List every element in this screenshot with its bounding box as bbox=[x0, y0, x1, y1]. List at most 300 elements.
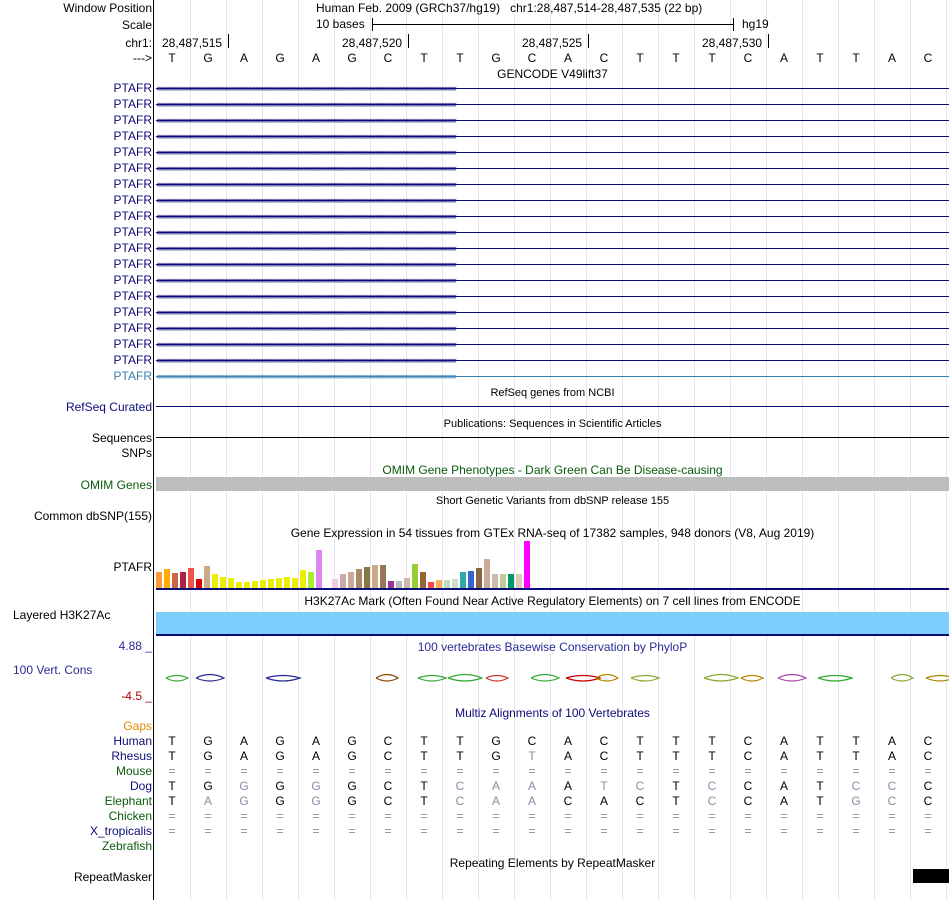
sequence-base: T bbox=[456, 51, 464, 65]
sequence-base: T bbox=[708, 51, 716, 65]
conservation-mark bbox=[266, 676, 300, 682]
gencode-transcript-label[interactable]: PTAFR bbox=[113, 225, 152, 239]
multiz-base: = bbox=[168, 764, 176, 778]
gtex-tissue-bar[interactable] bbox=[340, 574, 346, 588]
multiz-base: T bbox=[816, 779, 824, 793]
gencode-transcript-label[interactable]: PTAFR bbox=[113, 193, 152, 207]
gencode-strand-arrows: ‹‹‹‹‹‹‹‹‹‹‹‹‹‹‹‹‹‹‹‹‹‹‹‹‹‹‹‹‹‹‹‹‹‹‹‹‹‹‹‹‹‹‹‹‹‹‹‹‹‹‹‹‹‹‹‹‹‹‹‹‹‹‹‹‹‹‹‹‹‹‹‹‹‹‹‹‹‹‹‹‹‹‹‹‹‹‹‹‹‹‹‹‹‹‹‹‹‹‹‹‹‹‹‹‹‹‹‹‹‹‹‹‹‹‹‹‹‹‹‹‹‹‹‹‹‹‹‹‹‹‹‹‹‹‹‹‹‹‹‹‹‹‹‹‹‹‹‹‹‹‹‹‹‹‹‹‹‹‹‹‹‹‹‹‹‹‹‹‹‹‹‹‹‹‹‹‹‹‹‹‹‹‹‹‹‹‹‹‹‹‹‹‹‹‹‹‹‹‹‹ bbox=[156, 163, 456, 173]
omim-bar[interactable] bbox=[156, 477, 949, 491]
gtex-tissue-bar[interactable] bbox=[300, 570, 306, 588]
multiz-base: = bbox=[852, 809, 860, 823]
multiz-base: C bbox=[923, 734, 933, 748]
multiz-base: = bbox=[600, 764, 608, 778]
conservation-wiggle[interactable] bbox=[156, 668, 949, 688]
gtex-track-label[interactable]: PTAFR bbox=[113, 560, 152, 574]
omim-track-label[interactable]: OMIM Genes bbox=[80, 478, 152, 492]
repeatmasker-track-title: Repeating Elements by RepeatMasker bbox=[449, 856, 656, 870]
sequence-base: T bbox=[672, 51, 680, 65]
gaps-label: Gaps bbox=[123, 719, 152, 733]
dbsnp-track-title: Short Genetic Variants from dbSNP release 155 bbox=[435, 495, 670, 507]
multiz-base: = bbox=[528, 809, 536, 823]
multiz-base: = bbox=[348, 764, 356, 778]
multiz-base: = bbox=[204, 764, 212, 778]
gencode-transcript-label[interactable]: PTAFR bbox=[113, 177, 152, 191]
multiz-base: T bbox=[168, 734, 176, 748]
gtex-tissue-bar[interactable] bbox=[420, 572, 426, 588]
h3k27ac-track-title: H3K27Ac Mark (Often Found Near Active Regulatory Elements) on 7 cell lines from ENCODE bbox=[304, 594, 801, 608]
coord-1: 28,487,515 bbox=[162, 36, 223, 50]
gencode-transcript-label[interactable]: PTAFR bbox=[113, 321, 152, 335]
gencode-strand-arrows: ‹‹‹‹‹‹‹‹‹‹‹‹‹‹‹‹‹‹‹‹‹‹‹‹‹‹‹‹‹‹‹‹‹‹‹‹‹‹‹‹‹‹‹‹‹‹‹‹‹‹‹‹‹‹‹‹‹‹‹‹‹‹‹‹‹‹‹‹‹‹‹‹‹‹‹‹‹‹‹‹‹‹‹‹‹‹‹‹‹‹‹‹‹‹‹‹‹‹‹‹‹‹‹‹‹‹‹‹‹‹‹‹‹‹‹‹‹‹‹‹‹‹‹‹‹‹‹‹‹‹‹‹‹‹‹‹‹‹‹‹‹‹‹‹‹‹‹‹‹‹‹‹‹‹‹‹‹‹‹‹‹‹‹‹‹‹‹‹‹‹‹‹‹‹‹‹‹‹‹‹‹‹‹‹‹‹‹‹‹‹‹‹‹‹‹‹‹‹‹‹ bbox=[156, 195, 456, 205]
sequence-base: T bbox=[168, 51, 176, 65]
gencode-transcript-label[interactable]: PTAFR bbox=[113, 161, 152, 175]
window-position-label: Window Position bbox=[63, 1, 152, 15]
multiz-base: T bbox=[420, 794, 428, 808]
multiz-base: G bbox=[347, 794, 357, 808]
conservation-min-label: -4.5 _ bbox=[121, 689, 152, 703]
multiz-base: G bbox=[491, 734, 501, 748]
sequence-base: C bbox=[743, 51, 753, 65]
multiz-base: = bbox=[240, 764, 248, 778]
gencode-transcript-label[interactable]: PTAFR bbox=[113, 129, 152, 143]
gencode-strand-arrows: ‹‹‹‹‹‹‹‹‹‹‹‹‹‹‹‹‹‹‹‹‹‹‹‹‹‹‹‹‹‹‹‹‹‹‹‹‹‹‹‹‹‹‹‹‹‹‹‹‹‹‹‹‹‹‹‹‹‹‹‹‹‹‹‹‹‹‹‹‹‹‹‹‹‹‹‹‹‹‹‹‹‹‹‹‹‹‹‹‹‹‹‹‹‹‹‹‹‹‹‹‹‹‹‹‹‹‹‹‹‹‹‹‹‹‹‹‹‹‹‹‹‹‹‹‹‹‹‹‹‹‹‹‹‹‹‹‹‹‹‹‹‹‹‹‹‹‹‹‹‹‹‹‹‹‹‹‹‹‹‹‹‹‹‹‹‹‹‹‹‹‹‹‹‹‹‹‹‹‹‹‹‹‹‹‹‹‹‹‹‹‹‹‹‹‹‹‹‹‹‹ bbox=[156, 355, 456, 365]
gtex-tissue-bar[interactable] bbox=[412, 564, 418, 588]
multiz-base: = bbox=[600, 824, 608, 838]
multiz-base: = bbox=[528, 764, 536, 778]
multiz-base: T bbox=[420, 734, 428, 748]
multiz-base: T bbox=[708, 749, 716, 763]
gtex-tissue-bar[interactable] bbox=[164, 569, 170, 588]
multiz-base: A bbox=[563, 734, 572, 748]
multiz-species-label[interactable]: Chicken bbox=[108, 809, 152, 823]
multiz-base: G bbox=[239, 779, 249, 793]
multiz-base: = bbox=[168, 809, 176, 823]
multiz-base: C bbox=[923, 779, 933, 793]
gencode-strand-arrows: ‹‹‹‹‹‹‹‹‹‹‹‹‹‹‹‹‹‹‹‹‹‹‹‹‹‹‹‹‹‹‹‹‹‹‹‹‹‹‹‹‹‹‹‹‹‹‹‹‹‹‹‹‹‹‹‹‹‹‹‹‹‹‹‹‹‹‹‹‹‹‹‹‹‹‹‹‹‹‹‹‹‹‹‹‹‹‹‹‹‹‹‹‹‹‹‹‹‹‹‹‹‹‹‹‹‹‹‹‹‹‹‹‹‹‹‹‹‹‹‹‹‹‹‹‹‹‹‹‹‹‹‹‹‹‹‹‹‹‹‹‹‹‹‹‹‹‹‹‹‹‹‹‹‹‹‹‹‹‹‹‹‹‹‹‹‹‹‹‹‹‹‹‹‹‹‹‹‹‹‹‹‹‹‹‹‹‹‹‹‹‹‹‹‹‹‹‹‹‹‹ bbox=[156, 227, 456, 237]
multiz-base: = bbox=[240, 824, 248, 838]
gtex-tissue-bar[interactable] bbox=[308, 572, 314, 588]
conservation-mark bbox=[741, 676, 763, 682]
multiz-species-label[interactable]: Rhesus bbox=[111, 749, 152, 763]
multiz-base: = bbox=[564, 764, 572, 778]
multiz-base: = bbox=[780, 809, 788, 823]
multiz-base: T bbox=[168, 794, 176, 808]
multiz-base: T bbox=[456, 734, 464, 748]
coord-tick-4 bbox=[768, 34, 769, 48]
multiz-base: = bbox=[816, 809, 824, 823]
gtex-tissue-bar[interactable] bbox=[252, 581, 258, 588]
snps-label[interactable]: SNPs bbox=[121, 446, 152, 460]
multiz-base: C bbox=[599, 734, 609, 748]
multiz-base: = bbox=[384, 764, 392, 778]
multiz-base: = bbox=[888, 824, 896, 838]
multiz-base: C bbox=[743, 779, 753, 793]
multiz-base: = bbox=[636, 764, 644, 778]
sequence-base: T bbox=[852, 51, 860, 65]
multiz-base: A bbox=[239, 734, 248, 748]
h3k27ac-baseline bbox=[156, 634, 949, 636]
gtex-tissue-bar[interactable] bbox=[196, 579, 202, 588]
gtex-tissue-bar[interactable] bbox=[188, 568, 194, 588]
gtex-tissue-bar[interactable] bbox=[492, 574, 498, 588]
publications-track-title: Publications: Sequences in Scientific Articles bbox=[443, 418, 662, 430]
gencode-strand-arrows: ‹‹‹‹‹‹‹‹‹‹‹‹‹‹‹‹‹‹‹‹‹‹‹‹‹‹‹‹‹‹‹‹‹‹‹‹‹‹‹‹‹‹‹‹‹‹‹‹‹‹‹‹‹‹‹‹‹‹‹‹‹‹‹‹‹‹‹‹‹‹‹‹‹‹‹‹‹‹‹‹‹‹‹‹‹‹‹‹‹‹‹‹‹‹‹‹‹‹‹‹‹‹‹‹‹‹‹‹‹‹‹‹‹‹‹‹‹‹‹‹‹‹‹‹‹‹‹‹‹‹‹‹‹‹‹‹‹‹‹‹‹‹‹‹‹‹‹‹‹‹‹‹‹‹‹‹‹‹‹‹‹‹‹‹‹‹‹‹‹‹‹‹‹‹‹‹‹‹‹‹‹‹‹‹‹‹‹‹‹‹‹‹‹‹‹‹‹‹‹‹ bbox=[156, 99, 456, 109]
gtex-tissue-bar[interactable] bbox=[524, 541, 530, 588]
multiz-base: = bbox=[780, 824, 788, 838]
gencode-strand-arrows: ‹‹‹‹‹‹‹‹‹‹‹‹‹‹‹‹‹‹‹‹‹‹‹‹‹‹‹‹‹‹‹‹‹‹‹‹‹‹‹‹‹‹‹‹‹‹‹‹‹‹‹‹‹‹‹‹‹‹‹‹‹‹‹‹‹‹‹‹‹‹‹‹‹‹‹‹‹‹‹‹‹‹‹‹‹‹‹‹‹‹‹‹‹‹‹‹‹‹‹‹‹‹‹‹‹‹‹‹‹‹‹‹‹‹‹‹‹‹‹‹‹‹‹‹‹‹‹‹‹‹‹‹‹‹‹‹‹‹‹‹‹‹‹‹‹‹‹‹‹‹‹‹‹‹‹‹‹‹‹‹‹‹‹‹‹‹‹‹‹‹‹‹‹‹‹‹‹‹‹‹‹‹‹‹‹‹‹‹‹‹‹‹‹‹‹‹‹‹‹‹ bbox=[156, 339, 456, 349]
multiz-base: A bbox=[599, 794, 608, 808]
gtex-tissue-bar[interactable] bbox=[396, 581, 402, 588]
gtex-tissue-bar[interactable] bbox=[460, 572, 466, 588]
multiz-base: = bbox=[924, 824, 932, 838]
strand-arrow-label: ---> bbox=[133, 51, 152, 65]
gtex-tissue-bar[interactable] bbox=[172, 573, 178, 588]
multiz-base: = bbox=[240, 809, 248, 823]
multiz-base: C bbox=[923, 749, 933, 763]
multiz-base: T bbox=[672, 734, 680, 748]
gtex-tissue-bar[interactable] bbox=[292, 578, 298, 588]
multiz-base: T bbox=[636, 749, 644, 763]
multiz-base: = bbox=[312, 764, 320, 778]
multiz-base: T bbox=[852, 734, 860, 748]
multiz-base: = bbox=[852, 824, 860, 838]
multiz-base: = bbox=[708, 824, 716, 838]
gencode-transcript-label[interactable]: PTAFR bbox=[113, 113, 152, 127]
multiz-base: = bbox=[420, 809, 428, 823]
multiz-base: A bbox=[527, 794, 536, 808]
multiz-base: A bbox=[311, 734, 320, 748]
multiz-base: G bbox=[275, 794, 285, 808]
coord-tick-1 bbox=[228, 34, 229, 48]
sequence-base: G bbox=[275, 51, 285, 65]
multiz-species-label[interactable]: Zebrafish bbox=[101, 839, 152, 853]
multiz-base: C bbox=[383, 749, 393, 763]
multiz-base: C bbox=[635, 794, 645, 808]
multiz-base: C bbox=[887, 779, 897, 793]
sequence-base: T bbox=[420, 51, 428, 65]
multiz-base: A bbox=[491, 794, 500, 808]
conservation-mark bbox=[448, 675, 482, 682]
multiz-base: T bbox=[672, 794, 680, 808]
gtex-tissue-bar[interactable] bbox=[316, 550, 322, 588]
multiz-base: C bbox=[599, 749, 609, 763]
gencode-track-title: GENCODE V49lift37 bbox=[497, 67, 608, 81]
multiz-base: = bbox=[312, 809, 320, 823]
gencode-transcript-label[interactable]: PTAFR bbox=[113, 257, 152, 271]
conservation-mark bbox=[166, 676, 188, 682]
multiz-base: = bbox=[708, 764, 716, 778]
gtex-tissue-bar[interactable] bbox=[500, 574, 506, 588]
gtex-tissue-bar[interactable] bbox=[508, 574, 514, 588]
conservation-mark bbox=[926, 676, 949, 682]
gtex-tissue-bar[interactable] bbox=[372, 565, 378, 588]
multiz-base: T bbox=[420, 749, 428, 763]
gtex-tissue-bar[interactable] bbox=[356, 569, 362, 588]
conservation-mark bbox=[196, 675, 224, 682]
gencode-strand-arrows: ‹‹‹‹‹‹‹‹‹‹‹‹‹‹‹‹‹‹‹‹‹‹‹‹‹‹‹‹‹‹‹‹‹‹‹‹‹‹‹‹‹‹‹‹‹‹‹‹‹‹‹‹‹‹‹‹‹‹‹‹‹‹‹‹‹‹‹‹‹‹‹‹‹‹‹‹‹‹‹‹‹‹‹‹‹‹‹‹‹‹‹‹‹‹‹‹‹‹‹‹‹‹‹‹‹‹‹‹‹‹‹‹‹‹‹‹‹‹‹‹‹‹‹‹‹‹‹‹‹‹‹‹‹‹‹‹‹‹‹‹‹‹‹‹‹‹‹‹‹‹‹‹‹‹‹‹‹‹‹‹‹‹‹‹‹‹‹‹‹‹‹‹‹‹‹‹‹‹‹‹‹‹‹‹‹‹‹‹‹‹‹‹‹‹‹‹‹‹‹‹ bbox=[156, 323, 456, 333]
multiz-base: = bbox=[420, 824, 428, 838]
gtex-tissue-bar[interactable] bbox=[332, 579, 338, 588]
scale-text: 10 bases bbox=[316, 17, 365, 31]
multiz-base: = bbox=[816, 764, 824, 778]
multiz-base: = bbox=[744, 764, 752, 778]
gtex-tissue-bar[interactable] bbox=[228, 578, 234, 588]
multiz-base: = bbox=[204, 809, 212, 823]
gencode-strand-arrows: ‹‹‹‹‹‹‹‹‹‹‹‹‹‹‹‹‹‹‹‹‹‹‹‹‹‹‹‹‹‹‹‹‹‹‹‹‹‹‹‹‹‹‹‹‹‹‹‹‹‹‹‹‹‹‹‹‹‹‹‹‹‹‹‹‹‹‹‹‹‹‹‹‹‹‹‹‹‹‹‹‹‹‹‹‹‹‹‹‹‹‹‹‹‹‹‹‹‹‹‹‹‹‹‹‹‹‹‹‹‹‹‹‹‹‹‹‹‹‹‹‹‹‹‹‹‹‹‹‹‹‹‹‹‹‹‹‹‹‹‹‹‹‹‹‹‹‹‹‹‹‹‹‹‹‹‹‹‹‹‹‹‹‹‹‹‹‹‹‹‹‹‹‹‹‹‹‹‹‹‹‹‹‹‹‹‹‹‹‹‹‹‹‹‹‹‹‹‹‹‹ bbox=[156, 275, 456, 285]
multiz-base: = bbox=[384, 809, 392, 823]
gtex-tissue-bar[interactable] bbox=[468, 571, 474, 588]
multiz-base: = bbox=[348, 809, 356, 823]
multiz-base: G bbox=[491, 749, 501, 763]
gencode-transcript-label[interactable]: PTAFR bbox=[113, 97, 152, 111]
scale-bar-left-tick bbox=[372, 18, 373, 31]
multiz-base: = bbox=[420, 764, 428, 778]
multiz-base: T bbox=[168, 779, 176, 793]
conservation-mark bbox=[566, 676, 600, 682]
gtex-tissue-bar[interactable] bbox=[516, 574, 522, 588]
gtex-tissue-bar[interactable] bbox=[484, 559, 490, 588]
multiz-base: C bbox=[923, 794, 933, 808]
coord-2: 28,487,520 bbox=[342, 36, 403, 50]
multiz-base: A bbox=[239, 749, 248, 763]
sequence-base: C bbox=[599, 51, 609, 65]
gencode-strand-arrows: ‹‹‹‹‹‹‹‹‹‹‹‹‹‹‹‹‹‹‹‹‹‹‹‹‹‹‹‹‹‹‹‹‹‹‹‹‹‹‹‹‹‹‹‹‹‹‹‹‹‹‹‹‹‹‹‹‹‹‹‹‹‹‹‹‹‹‹‹‹‹‹‹‹‹‹‹‹‹‹‹‹‹‹‹‹‹‹‹‹‹‹‹‹‹‹‹‹‹‹‹‹‹‹‹‹‹‹‹‹‹‹‹‹‹‹‹‹‹‹‹‹‹‹‹‹‹‹‹‹‹‹‹‹‹‹‹‹‹‹‹‹‹‹‹‹‹‹‹‹‹‹‹‹‹‹‹‹‹‹‹‹‹‹‹‹‹‹‹‹‹‹‹‹‹‹‹‹‹‹‹‹‹‹‹‹‹‹‹‹‹‹‹‹‹‹‹‹‹‹‹ bbox=[156, 243, 456, 253]
gtex-tissue-bar[interactable] bbox=[380, 565, 386, 588]
sequence-base: A bbox=[779, 51, 788, 65]
multiz-base: G bbox=[851, 794, 861, 808]
multiz-base: A bbox=[887, 734, 896, 748]
gtex-tissue-bar[interactable] bbox=[452, 579, 458, 588]
multiz-base: = bbox=[744, 824, 752, 838]
multiz-base: G bbox=[203, 779, 213, 793]
sequence-base: A bbox=[311, 51, 320, 65]
multiz-base: = bbox=[312, 824, 320, 838]
multiz-base: C bbox=[707, 794, 717, 808]
gencode-transcript-label[interactable]: PTAFR bbox=[113, 209, 152, 223]
gencode-transcript-label[interactable]: PTAFR bbox=[113, 241, 152, 255]
multiz-base: = bbox=[780, 764, 788, 778]
sequence-base: T bbox=[636, 51, 644, 65]
multiz-base: T bbox=[168, 749, 176, 763]
multiz-base: G bbox=[311, 779, 321, 793]
gencode-transcript-label[interactable]: PTAFR bbox=[113, 273, 152, 287]
multiz-base: = bbox=[636, 809, 644, 823]
multiz-base: = bbox=[492, 764, 500, 778]
coord-4: 28,487,530 bbox=[702, 36, 763, 50]
multiz-base: = bbox=[924, 809, 932, 823]
multiz-base: C bbox=[563, 794, 573, 808]
publications-track-label[interactable]: Sequences bbox=[91, 431, 152, 445]
multiz-base: = bbox=[924, 764, 932, 778]
scale-label: Scale bbox=[121, 18, 152, 32]
gencode-transcript-label[interactable]: PTAFR bbox=[113, 145, 152, 159]
coord-tick-3 bbox=[588, 34, 589, 48]
gtex-tissue-bar[interactable] bbox=[276, 578, 282, 588]
gtex-baseline bbox=[156, 588, 949, 590]
gencode-transcript-label[interactable]: PTAFR bbox=[113, 369, 152, 383]
multiz-base: G bbox=[203, 749, 213, 763]
gencode-strand-arrows: ‹‹‹‹‹‹‹‹‹‹‹‹‹‹‹‹‹‹‹‹‹‹‹‹‹‹‹‹‹‹‹‹‹‹‹‹‹‹‹‹‹‹‹‹‹‹‹‹‹‹‹‹‹‹‹‹‹‹‹‹‹‹‹‹‹‹‹‹‹‹‹‹‹‹‹‹‹‹‹‹‹‹‹‹‹‹‹‹‹‹‹‹‹‹‹‹‹‹‹‹‹‹‹‹‹‹‹‹‹‹‹‹‹‹‹‹‹‹‹‹‹‹‹‹‹‹‹‹‹‹‹‹‹‹‹‹‹‹‹‹‹‹‹‹‹‹‹‹‹‹‹‹‹‹‹‹‹‹‹‹‹‹‹‹‹‹‹‹‹‹‹‹‹‹‹‹‹‹‹‹‹‹‹‹‹‹‹‹‹‹‹‹‹‹‹‹‹‹‹‹ bbox=[156, 211, 456, 221]
multiz-base: = bbox=[456, 824, 464, 838]
multiz-base: = bbox=[672, 764, 680, 778]
multiz-base: = bbox=[528, 824, 536, 838]
gtex-tissue-bar[interactable] bbox=[404, 578, 410, 588]
multiz-base: G bbox=[203, 734, 213, 748]
sequence-base: T bbox=[816, 51, 824, 65]
multiz-base: C bbox=[383, 734, 393, 748]
multiz-base: T bbox=[600, 779, 608, 793]
gtex-tissue-bar[interactable] bbox=[436, 580, 442, 588]
conservation-track-label[interactable]: 100 Vert. Cons bbox=[13, 663, 93, 677]
sequence-base: G bbox=[491, 51, 501, 65]
sequence-base: C bbox=[383, 51, 393, 65]
coord-3: 28,487,525 bbox=[522, 36, 583, 50]
multiz-base: C bbox=[383, 794, 393, 808]
conservation-mark bbox=[704, 675, 738, 682]
multiz-base: C bbox=[851, 779, 861, 793]
gencode-strand-arrows: ‹‹‹‹‹‹‹‹‹‹‹‹‹‹‹‹‹‹‹‹‹‹‹‹‹‹‹‹‹‹‹‹‹‹‹‹‹‹‹‹‹‹‹‹‹‹‹‹‹‹‹‹‹‹‹‹‹‹‹‹‹‹‹‹‹‹‹‹‹‹‹‹‹‹‹‹‹‹‹‹‹‹‹‹‹‹‹‹‹‹‹‹‹‹‹‹‹‹‹‹‹‹‹‹‹‹‹‹‹‹‹‹‹‹‹‹‹‹‹‹‹‹‹‹‹‹‹‹‹‹‹‹‹‹‹‹‹‹‹‹‹‹‹‹‹‹‹‹‹‹‹‹‹‹‹‹‹‹‹‹‹‹‹‹‹‹‹‹‹‹‹‹‹‹‹‹‹‹‹‹‹‹‹‹‹‹‹‹‹‹‹‹‹‹‹‹‹‹‹‹ bbox=[156, 371, 456, 381]
multiz-base: = bbox=[456, 764, 464, 778]
multiz-base: C bbox=[887, 794, 897, 808]
gtex-tissue-bar[interactable] bbox=[284, 577, 290, 588]
multiz-base: = bbox=[744, 809, 752, 823]
gtex-tissue-bar[interactable] bbox=[204, 566, 210, 588]
gtex-tissue-bar[interactable] bbox=[268, 579, 274, 588]
scale-bar bbox=[372, 24, 734, 25]
multiz-base: = bbox=[492, 824, 500, 838]
gencode-strand-arrows: ‹‹‹‹‹‹‹‹‹‹‹‹‹‹‹‹‹‹‹‹‹‹‹‹‹‹‹‹‹‹‹‹‹‹‹‹‹‹‹‹‹‹‹‹‹‹‹‹‹‹‹‹‹‹‹‹‹‹‹‹‹‹‹‹‹‹‹‹‹‹‹‹‹‹‹‹‹‹‹‹‹‹‹‹‹‹‹‹‹‹‹‹‹‹‹‹‹‹‹‹‹‹‹‹‹‹‹‹‹‹‹‹‹‹‹‹‹‹‹‹‹‹‹‹‹‹‹‹‹‹‹‹‹‹‹‹‹‹‹‹‹‹‹‹‹‹‹‹‹‹‹‹‹‹‹‹‹‹‹‹‹‹‹‹‹‹‹‹‹‹‹‹‹‹‹‹‹‹‹‹‹‹‹‹‹‹‹‹‹‹‹‹‹‹‹‹‹‹‹‹ bbox=[156, 83, 456, 93]
assembly-label: hg19 bbox=[742, 17, 769, 31]
multiz-track-title: Multiz Alignments of 100 Vertebrates bbox=[455, 706, 650, 720]
gtex-tissue-bar[interactable] bbox=[476, 568, 482, 588]
dbsnp-track-label[interactable]: Common dbSNP(155) bbox=[33, 509, 152, 523]
multiz-species-label[interactable]: Mouse bbox=[115, 764, 152, 778]
multiz-base: = bbox=[168, 824, 176, 838]
multiz-base: T bbox=[816, 794, 824, 808]
multiz-base: C bbox=[743, 794, 753, 808]
multiz-base: A bbox=[779, 734, 788, 748]
scale-bar-right-tick bbox=[733, 18, 734, 31]
multiz-base: G bbox=[311, 794, 321, 808]
gtex-tissue-bar[interactable] bbox=[260, 580, 266, 588]
multiz-base: = bbox=[600, 809, 608, 823]
conservation-mark bbox=[891, 675, 913, 682]
multiz-base: = bbox=[888, 809, 896, 823]
gencode-strand-arrows: ‹‹‹‹‹‹‹‹‹‹‹‹‹‹‹‹‹‹‹‹‹‹‹‹‹‹‹‹‹‹‹‹‹‹‹‹‹‹‹‹‹‹‹‹‹‹‹‹‹‹‹‹‹‹‹‹‹‹‹‹‹‹‹‹‹‹‹‹‹‹‹‹‹‹‹‹‹‹‹‹‹‹‹‹‹‹‹‹‹‹‹‹‹‹‹‹‹‹‹‹‹‹‹‹‹‹‹‹‹‹‹‹‹‹‹‹‹‹‹‹‹‹‹‹‹‹‹‹‹‹‹‹‹‹‹‹‹‹‹‹‹‹‹‹‹‹‹‹‹‹‹‹‹‹‹‹‹‹‹‹‹‹‹‹‹‹‹‹‹‹‹‹‹‹‹‹‹‹‹‹‹‹‹‹‹‹‹‹‹‹‹‹‹‹‹‹‹‹‹‹ bbox=[156, 291, 456, 301]
multiz-base: T bbox=[528, 749, 536, 763]
multiz-base: C bbox=[383, 779, 393, 793]
multiz-base: T bbox=[816, 734, 824, 748]
multiz-base: C bbox=[743, 734, 753, 748]
h3k27ac-track-label[interactable]: Layered H3K27Ac bbox=[13, 608, 111, 622]
multiz-base: = bbox=[888, 764, 896, 778]
conservation-mark bbox=[418, 676, 446, 682]
publications-line[interactable] bbox=[156, 437, 949, 438]
multiz-base: A bbox=[563, 749, 572, 763]
h3k27ac-signal[interactable] bbox=[156, 612, 949, 634]
refseq-track-label[interactable]: RefSeq Curated bbox=[65, 400, 152, 414]
gtex-tissue-bar[interactable] bbox=[180, 572, 186, 588]
multiz-base: G bbox=[275, 779, 285, 793]
gtex-bar-chart[interactable] bbox=[156, 540, 556, 588]
conservation-mark bbox=[818, 676, 852, 682]
conservation-mark bbox=[376, 675, 398, 682]
multiz-base: A bbox=[779, 794, 788, 808]
multiz-base: T bbox=[816, 749, 824, 763]
gencode-strand-arrows: ‹‹‹‹‹‹‹‹‹‹‹‹‹‹‹‹‹‹‹‹‹‹‹‹‹‹‹‹‹‹‹‹‹‹‹‹‹‹‹‹‹‹‹‹‹‹‹‹‹‹‹‹‹‹‹‹‹‹‹‹‹‹‹‹‹‹‹‹‹‹‹‹‹‹‹‹‹‹‹‹‹‹‹‹‹‹‹‹‹‹‹‹‹‹‹‹‹‹‹‹‹‹‹‹‹‹‹‹‹‹‹‹‹‹‹‹‹‹‹‹‹‹‹‹‹‹‹‹‹‹‹‹‹‹‹‹‹‹‹‹‹‹‹‹‹‹‹‹‹‹‹‹‹‹‹‹‹‹‹‹‹‹‹‹‹‹‹‹‹‹‹‹‹‹‹‹‹‹‹‹‹‹‹‹‹‹‹‹‹‹‹‹‹‹‹‹‹‹‹‹ bbox=[156, 131, 456, 141]
multiz-base: T bbox=[420, 779, 428, 793]
multiz-base: = bbox=[672, 824, 680, 838]
gencode-transcript-label[interactable]: PTAFR bbox=[113, 337, 152, 351]
multiz-base: = bbox=[204, 824, 212, 838]
gtex-tissue-bar[interactable] bbox=[348, 572, 354, 588]
conservation-mark bbox=[778, 675, 806, 682]
multiz-base: T bbox=[456, 749, 464, 763]
multiz-base: = bbox=[492, 809, 500, 823]
gtex-tissue-bar[interactable] bbox=[212, 574, 218, 588]
sequence-base: A bbox=[239, 51, 248, 65]
sequence-base: G bbox=[203, 51, 213, 65]
gencode-transcript-label[interactable]: PTAFR bbox=[113, 289, 152, 303]
refseq-track-title: RefSeq genes from NCBI bbox=[490, 387, 615, 399]
multiz-base: C bbox=[455, 794, 465, 808]
multiz-base: = bbox=[276, 764, 284, 778]
multiz-base: T bbox=[672, 779, 680, 793]
multiz-species-label[interactable]: Elephant bbox=[104, 794, 152, 808]
multiz-base: C bbox=[743, 749, 753, 763]
gtex-track-title: Gene Expression in 54 tissues from GTEx RNA-seq of 17382 samples, 948 donors (V8, Aug 2019) bbox=[290, 526, 815, 540]
multiz-base: A bbox=[563, 779, 572, 793]
multiz-species-label[interactable]: X_tropicalis bbox=[89, 824, 152, 838]
multiz-base: T bbox=[852, 749, 860, 763]
repeatmasker-track-label[interactable]: RepeatMasker bbox=[73, 870, 152, 884]
multiz-base: = bbox=[384, 824, 392, 838]
multiz-base: T bbox=[708, 734, 716, 748]
gtex-tissue-bar[interactable] bbox=[364, 567, 370, 588]
multiz-base: T bbox=[672, 749, 680, 763]
multiz-base: A bbox=[527, 779, 536, 793]
multiz-base: A bbox=[779, 749, 788, 763]
gtex-tissue-bar[interactable] bbox=[388, 581, 394, 588]
conservation-track-title: 100 vertebrates Basewise Conservation by PhyloP bbox=[417, 640, 688, 654]
multiz-base: A bbox=[491, 779, 500, 793]
multiz-base: C bbox=[635, 779, 645, 793]
gencode-transcript-label[interactable]: PTAFR bbox=[113, 353, 152, 367]
multiz-species-label[interactable]: Dog bbox=[129, 779, 152, 793]
gencode-strand-arrows: ‹‹‹‹‹‹‹‹‹‹‹‹‹‹‹‹‹‹‹‹‹‹‹‹‹‹‹‹‹‹‹‹‹‹‹‹‹‹‹‹‹‹‹‹‹‹‹‹‹‹‹‹‹‹‹‹‹‹‹‹‹‹‹‹‹‹‹‹‹‹‹‹‹‹‹‹‹‹‹‹‹‹‹‹‹‹‹‹‹‹‹‹‹‹‹‹‹‹‹‹‹‹‹‹‹‹‹‹‹‹‹‹‹‹‹‹‹‹‹‹‹‹‹‹‹‹‹‹‹‹‹‹‹‹‹‹‹‹‹‹‹‹‹‹‹‹‹‹‹‹‹‹‹‹‹‹‹‹‹‹‹‹‹‹‹‹‹‹‹‹‹‹‹‹‹‹‹‹‹‹‹‹‹‹‹‹‹‹‹‹‹‹‹‹‹‹‹‹‹‹ bbox=[156, 115, 456, 125]
gencode-transcript-label[interactable]: PTAFR bbox=[113, 305, 152, 319]
multiz-species-label[interactable]: Human bbox=[113, 734, 152, 748]
multiz-base: G bbox=[347, 749, 357, 763]
multiz-base: C bbox=[455, 779, 465, 793]
coord-tick-2 bbox=[408, 34, 409, 48]
gtex-tissue-bar[interactable] bbox=[444, 580, 450, 588]
sequence-base: A bbox=[563, 51, 572, 65]
multiz-base: = bbox=[816, 824, 824, 838]
multiz-base: G bbox=[347, 734, 357, 748]
gencode-transcript-label[interactable]: PTAFR bbox=[113, 81, 152, 95]
multiz-base: = bbox=[672, 809, 680, 823]
gtex-tissue-bar[interactable] bbox=[156, 572, 162, 588]
conservation-mark bbox=[531, 675, 559, 682]
position-text: Human Feb. 2009 (GRCh37/hg19) chr1:28,487,514-28,487,535 (22 bp) bbox=[316, 1, 703, 15]
gtex-tissue-bar[interactable] bbox=[220, 577, 226, 588]
refseq-gene-line[interactable] bbox=[156, 406, 949, 407]
gencode-strand-arrows: ‹‹‹‹‹‹‹‹‹‹‹‹‹‹‹‹‹‹‹‹‹‹‹‹‹‹‹‹‹‹‹‹‹‹‹‹‹‹‹‹‹‹‹‹‹‹‹‹‹‹‹‹‹‹‹‹‹‹‹‹‹‹‹‹‹‹‹‹‹‹‹‹‹‹‹‹‹‹‹‹‹‹‹‹‹‹‹‹‹‹‹‹‹‹‹‹‹‹‹‹‹‹‹‹‹‹‹‹‹‹‹‹‹‹‹‹‹‹‹‹‹‹‹‹‹‹‹‹‹‹‹‹‹‹‹‹‹‹‹‹‹‹‹‹‹‹‹‹‹‹‹‹‹‹‹‹‹‹‹‹‹‹‹‹‹‹‹‹‹‹‹‹‹‹‹‹‹‹‹‹‹‹‹‹‹‹‹‹‹‹‹‹‹‹‹‹‹‹‹‹ bbox=[156, 259, 456, 269]
repeat-element[interactable] bbox=[913, 869, 949, 883]
multiz-base: A bbox=[779, 779, 788, 793]
multiz-base: G bbox=[347, 779, 357, 793]
